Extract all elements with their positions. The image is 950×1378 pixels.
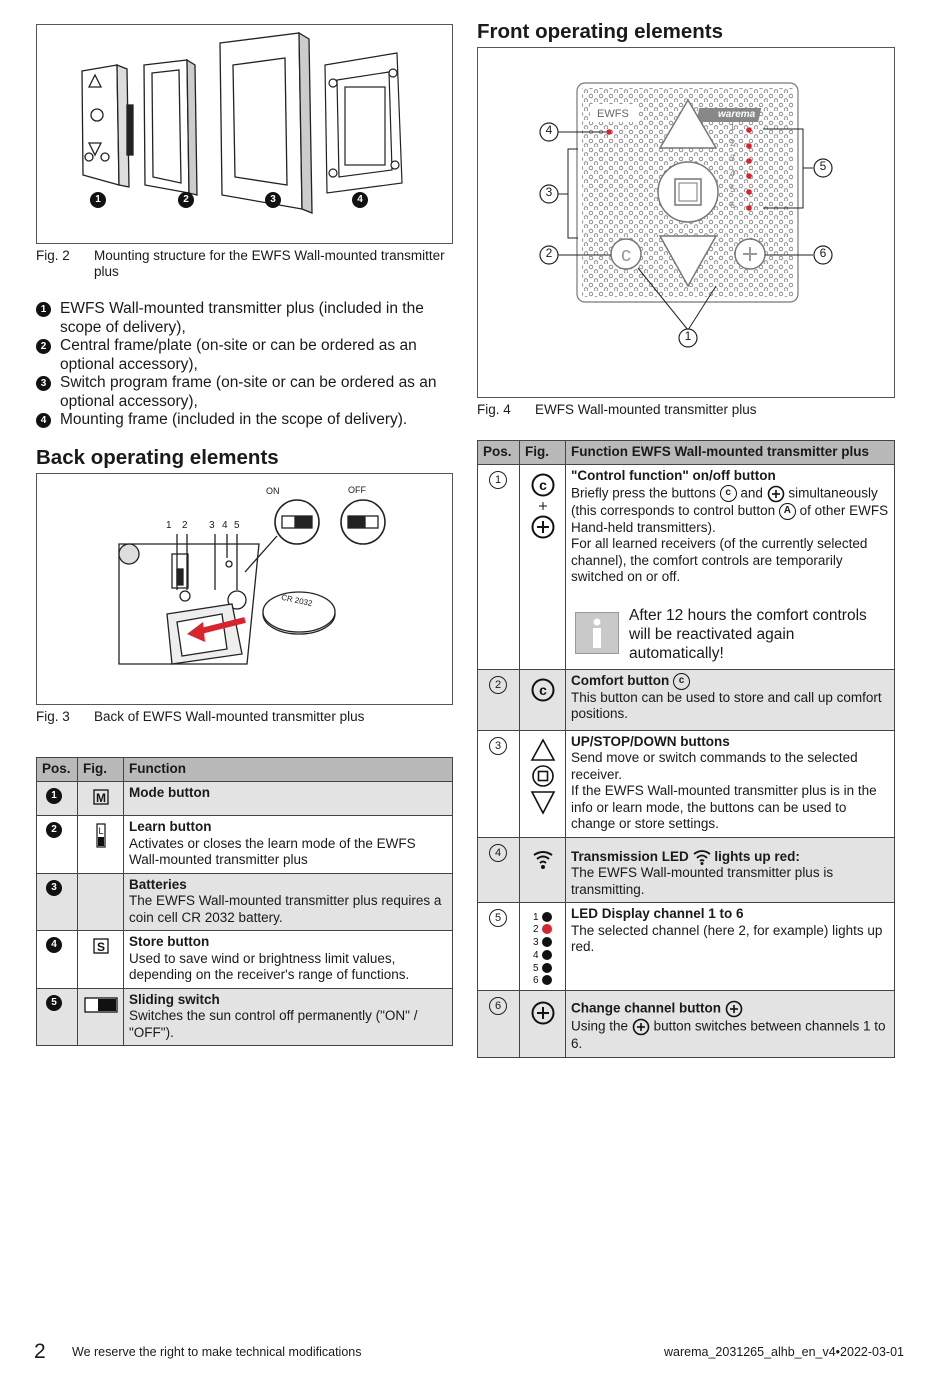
list-item: 1 EWFS Wall-mounted transmitter plus (included in the scope of delivery), [36,300,456,337]
fig3-on-label: ON [266,486,280,496]
svg-text:M: M [95,791,106,805]
table-row: 1 M Mode button [37,782,453,816]
table-header-row [478,441,895,465]
fig2-marker-2: 2 [178,190,194,208]
col-function: Function EWFS Wall-mounted transmitter plus [566,441,895,465]
fig4-callout-3: 3 [545,185,553,199]
list-item: 4 Mounting frame (included in the scope of delivery). [36,411,456,430]
table-row: 5 1 2 3 4 5 6 LED Display channel 1 to 6 The selected channel (here 2, for example) lights up red. [478,903,895,991]
fig3-num-1: 1 [166,520,172,531]
plus-icon [632,1018,650,1036]
col-fig: Fig. [78,758,124,782]
table-header-row [37,758,453,782]
mounting-list [36,300,456,430]
list-item: 3 Switch program frame (on-site or can be ordered as an optional accessory), [36,374,456,411]
change-channel-icon [530,1000,556,1026]
svg-text:2: 2 [532,924,539,935]
mode-button-icon [93,789,109,805]
svg-text:c: c [538,681,547,698]
svg-text:c: c [538,477,547,493]
svg-text:L: L [97,826,104,836]
col-fig: Fig. [520,441,566,465]
fig4-brand-logo: warema [718,109,756,120]
up-stop-down-icon [530,738,556,818]
a-icon: A [779,503,796,520]
footer-right: warema_2031265_alhb_en_v4•2022-03-01 [664,1345,904,1359]
fig4-caption-text: EWFS Wall-mounted transmitter plus [535,402,757,417]
fig2-caption [36,248,453,280]
col-pos: Pos. [37,758,78,782]
svg-text:4: 4 [532,950,539,961]
front-drawing [478,48,894,397]
fig3-num-5: 5 [234,520,240,531]
fig4-ch-1: 1 [730,122,736,132]
fig2-marker-4: 4 [352,190,368,208]
table-row: 3 UP/STOP/DOWN buttons Send move or switch commands to the selected receiver. If the EWFS Wall-mounted transmitter plus is in the info or learn mode, the buttons can be used to change or store settings. [478,730,895,837]
fig4-caption [477,402,895,418]
svg-text:5: 5 [532,963,539,974]
plus-icon [725,1000,743,1018]
mounting-structure-drawing [37,25,452,243]
plus-icon [767,485,785,503]
fig4-device-label: EWFS [597,108,629,120]
transmission-led-inline-icon [693,849,711,865]
back-table [36,757,453,1046]
front-table [477,440,895,1058]
footer-left: We reserve the right to make technical modifications [72,1345,362,1359]
c-icon: c [720,485,737,502]
fig4-callout-1: 1 [684,329,692,343]
table-row: 2 c Comfort button c This button can be used to store and call up comfort positions. [478,669,895,730]
back-drawing [37,474,452,704]
fig3-num-4: 4 [222,520,228,531]
table-row: 4 Transmission LED lights up red: The EWFS Wall-mounted transmitter plus is transmitting. [478,837,895,903]
fig4-callout-4: 4 [545,123,553,137]
comfort-button-icon [530,677,556,703]
fig3-caption [36,709,453,725]
table-row: 1 c "Control function" on/off button Briefly press the buttons c and simultaneously (this corresponds to control button A of other EWFS Hand-held transmitters). For all learned receivers (of the currently selected channel), the comfort controls are temporarily switched on or off. After 12 hours the comfort controls will be reactivated again automatically! [478,465,895,670]
fig2-caption-text: Mounting structure for the EWFS Wall-mounted transmitter plus [94,248,445,279]
table-row: 6 Change channel button Using the button switches between channels 1 to 6. [478,991,895,1058]
fig4-ch-2: 2 [730,138,736,148]
fig3-battery-label: CR 2032 [280,592,314,609]
col-pos: Pos. [478,441,520,465]
page-number: 2 [34,1340,46,1363]
sliding-switch-icon [84,996,118,1014]
fig2-label: Fig. 2 [36,248,70,263]
svg-text:6: 6 [532,975,539,986]
fig2-marker-3: 3 [265,190,281,208]
info-icon [575,612,619,654]
fig3-off-label: OFF [348,485,366,495]
fig3-num-3: 3 [209,520,215,531]
table-row: 4 S Store button Used to save wind or brightness limit values, depending on the receiver's range of functions. [37,931,453,989]
fig3-label: Fig. 3 [36,709,70,724]
front-heading: Front operating elements [477,20,724,43]
transmission-led-icon [532,849,554,871]
list-item: 2 Central frame/plate (on-site or can be ordered as an optional accessory), [36,337,456,374]
fig4-callout-2: 2 [545,246,553,260]
fig4-callout-5: 5 [819,159,827,173]
fig4-ch-3: 3 [730,153,736,163]
fig4-ch-6: 6 [730,200,736,210]
svg-text:S: S [96,940,105,954]
c-plus-combo-icon [530,472,556,542]
svg-text:c: c [621,244,631,266]
fig4-ch-5: 5 [730,184,736,194]
fig2-illustration [36,24,453,244]
table-row: 2 L Learn button Activates or closes the learn mode of the EWFS Wall-mounted transmitter plus [37,816,453,874]
fig3-illustration [36,473,453,705]
fig4-callout-6: 6 [819,246,827,260]
fig4-ch-4: 4 [730,168,736,178]
led-channel-display-icon [530,910,556,986]
col-function: Function [124,758,453,782]
fig2-marker-1: 1 [90,190,106,208]
back-heading: Back operating elements [36,446,279,469]
svg-text:1: 1 [532,912,539,923]
fig4-label: Fig. 4 [477,402,511,417]
fig3-num-2: 2 [182,520,188,531]
fig4-illustration [477,47,895,398]
learn-button-icon [93,823,109,849]
table-row: 3 Batteries The EWFS Wall-mounted transmitter plus requires a coin cell CR 2032 battery. [37,873,453,931]
fig3-caption-text: Back of EWFS Wall-mounted transmitter plus [94,709,365,724]
table-row: 5 Sliding switch Switches the sun control off permanently ("ON" / "OFF"). [37,988,453,1046]
info-note: After 12 hours the comfort controls will be reactivated again automatically! [571,606,889,663]
svg-text:3: 3 [532,937,539,948]
c-icon: c [673,673,690,690]
store-button-icon [93,938,109,954]
